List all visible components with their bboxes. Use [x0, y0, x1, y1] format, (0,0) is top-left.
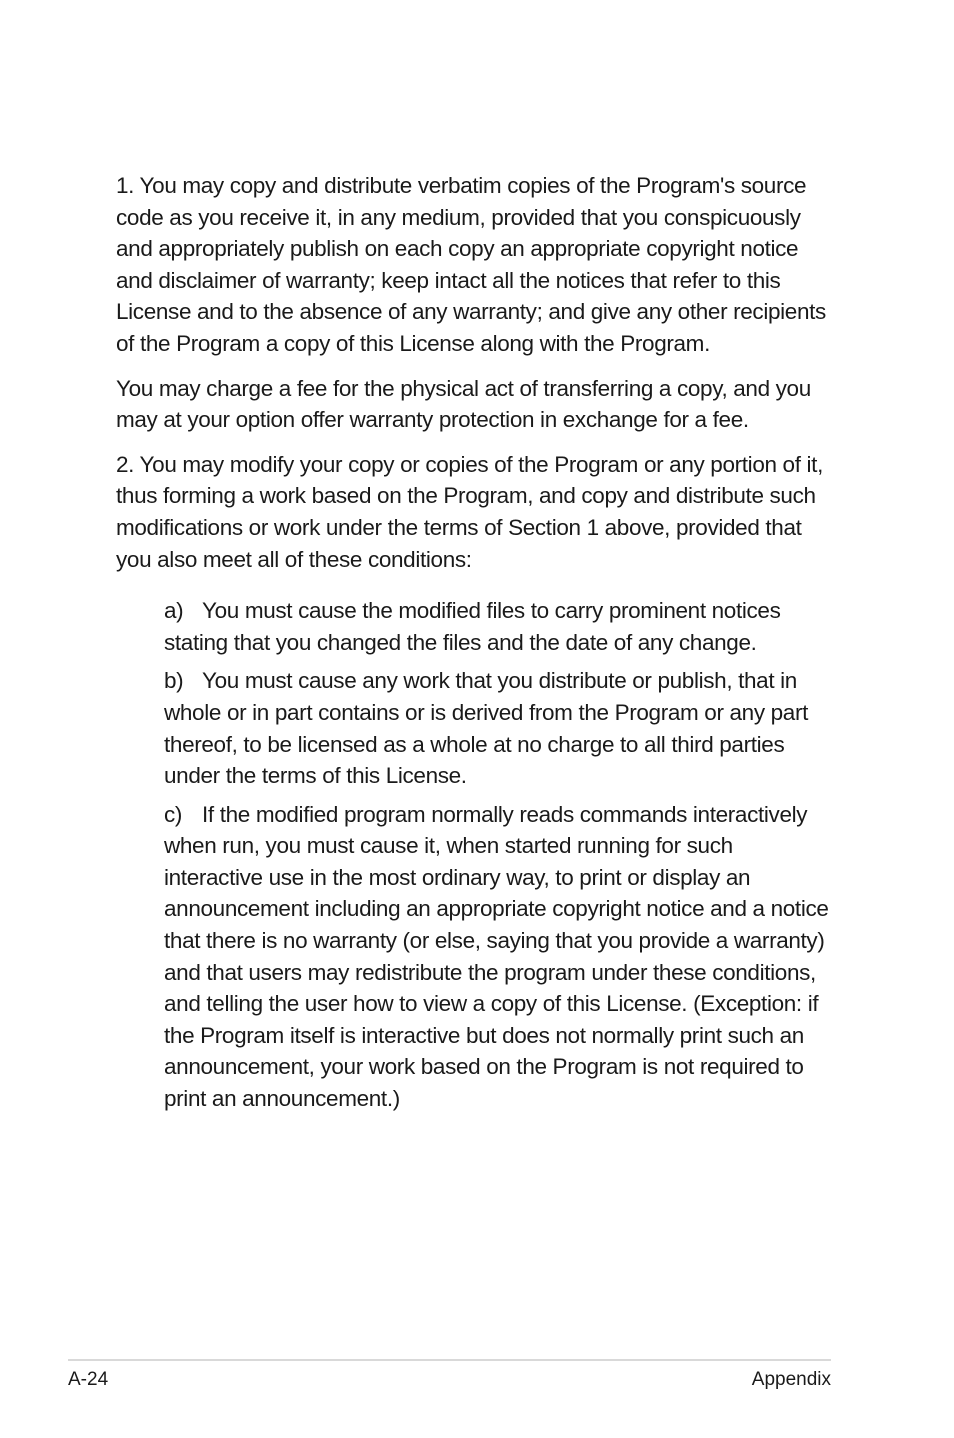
paragraph-fee: You may charge a fee for the physical act of transferring a copy, and you may at your option offer warranty protection in exchange for a fee. [116, 375, 811, 433]
list-item-text: You must cause the modified files to carry prominent notices stating that you changed the files and the date of any change. [164, 598, 781, 655]
footer-divider [68, 1359, 831, 1361]
page-number: A-24 [68, 1369, 109, 1390]
list-item-c [164, 799, 836, 1115]
list-item-text: You must cause any work that you distribute or publish, that in whole or in part contains or is derived from the Program or any part thereof, to be licensed as a whole at no charge to all third parties under the terms of this License. [164, 668, 809, 789]
document-body [116, 170, 836, 1122]
list-item-marker: b) [164, 668, 184, 694]
conditions-list [164, 595, 836, 1115]
paragraph-section-1: 1. You may copy and distribute verbatim copies of the Program's source code as you receive it, in any medium, provided that you conspicuously and appropriately publish on each copy an appropriate copyright notice and disclaimer of warranty; keep intact all the notices that refer to this License and to the absence of any warranty; and give any other recipients of the Program a copy of this License along with the Program. [116, 173, 826, 356]
list-item-text: If the modified program normally reads commands interactively when run, you must cause it, when started running for such interactive use in the most ordinary way, to print or display an announcement including an appropriate copyright notice and a notice that there is no warranty (or else, saying that you provide a warranty) and that users may redistribute the program under these conditions, and telling the user how to view a copy of this License. (Exception: if the Program itself is interactive but does not normally print such an announcement, your work based on the Program is not required to print an announcement.) [164, 801, 829, 1112]
list-item-marker: c) [164, 801, 183, 827]
list-item-b [164, 665, 836, 791]
list-item-marker: a) [164, 598, 184, 624]
paragraph-section-2: 2. You may modify your copy or copies of the Program or any portion of it, thus forming a work based on the Program, and copy and distribute such modifications or work under the terms of Section 1 above, provided that you also meet all of these conditions: [116, 451, 823, 572]
list-item-a [164, 595, 836, 658]
footer-section-label: Appendix [751, 1369, 831, 1390]
